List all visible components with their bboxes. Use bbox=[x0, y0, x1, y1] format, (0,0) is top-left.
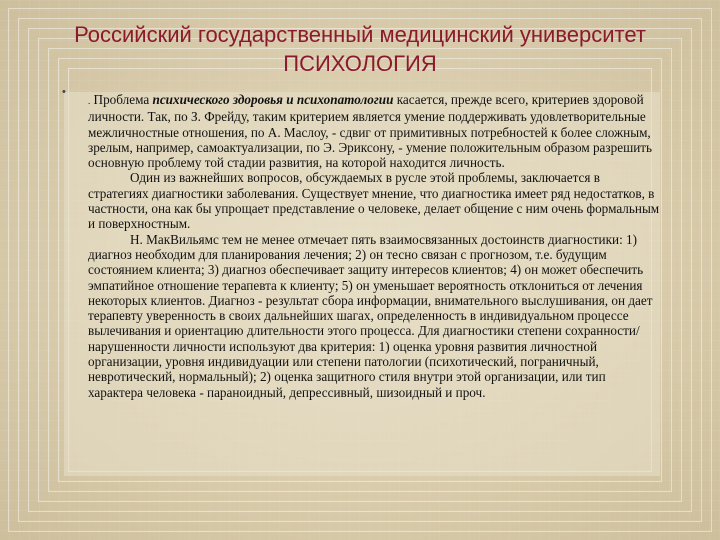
paragraph-1-emphasis: психического здоровья и психопатологии bbox=[152, 92, 394, 107]
paragraph-2: Один из важнейших вопросов, обсуждаемых в русле этой проблемы, заключается в стратегиях диагностики заболевания. Существует мнение, что диагностика имеет ряд недостатков, в частности, она как бы упрощает представление о человеке, делает общение с ним очень формальным и поверхностным. bbox=[88, 170, 660, 232]
title-university: Российский государственный медицинский университет bbox=[74, 22, 646, 47]
paragraph-3: Н. МакВильямс тем не менее отмечает пять взаимосвязанных достоинств диагностики: 1) диагноз необходим для планирования лечения; 2) он тесно связан с прогнозом, т.е. будущим состоянием клиента; 3) диагноз обеспечивает защиту интересов клиентов; 4) он может обеспечить эмпатийное отношение терапевта к клиенту; 5) он уменьшает вероятность отклониться от лечения некоторых клиентов. Диагноз - результат сбора информации, внимательного выслушивания, он дает терапевту уверенность в своих дальнейших шагах, определенность в индивидуальном процессе вылечивания и ориентацию длительности этого процесса. Для диагностики степени сохранности/нарушенности личности используют два критерия: 1) оценка уровня развития личностной организации, уровня индивидуации или степени патологии (психотический, пограничный, невротический, нормальный); 2) оценка защитного стиля внутри этой организации, или тип характера человека - параноидный, депрессивный, шизоидный и проч. bbox=[88, 231, 653, 400]
slide-body bbox=[88, 92, 663, 400]
bullet-marker: • bbox=[62, 86, 66, 98]
paragraph-1-start: Проблема bbox=[90, 92, 153, 107]
paragraph-lead-dot: . bbox=[88, 96, 91, 106]
paragraph-1 bbox=[88, 92, 663, 170]
paragraph-1-rest: касается, прежде всего, критериев здоровой личности. Так, по З. Фрейду, таким критерием является умение поддерживать удовлетворительные межличностные отношения, по А. Маслоу, - сдвиг от примитивных потребностей к более сложным, зрелым, например, самоактуализации, по Э. Эриксону, - умение положительным образом разрешить основную проблему той стадии развития, на которой находится личность. bbox=[88, 92, 653, 171]
title-subject: ПСИХОЛОГИЯ bbox=[283, 51, 437, 76]
slide-title bbox=[40, 20, 680, 78]
